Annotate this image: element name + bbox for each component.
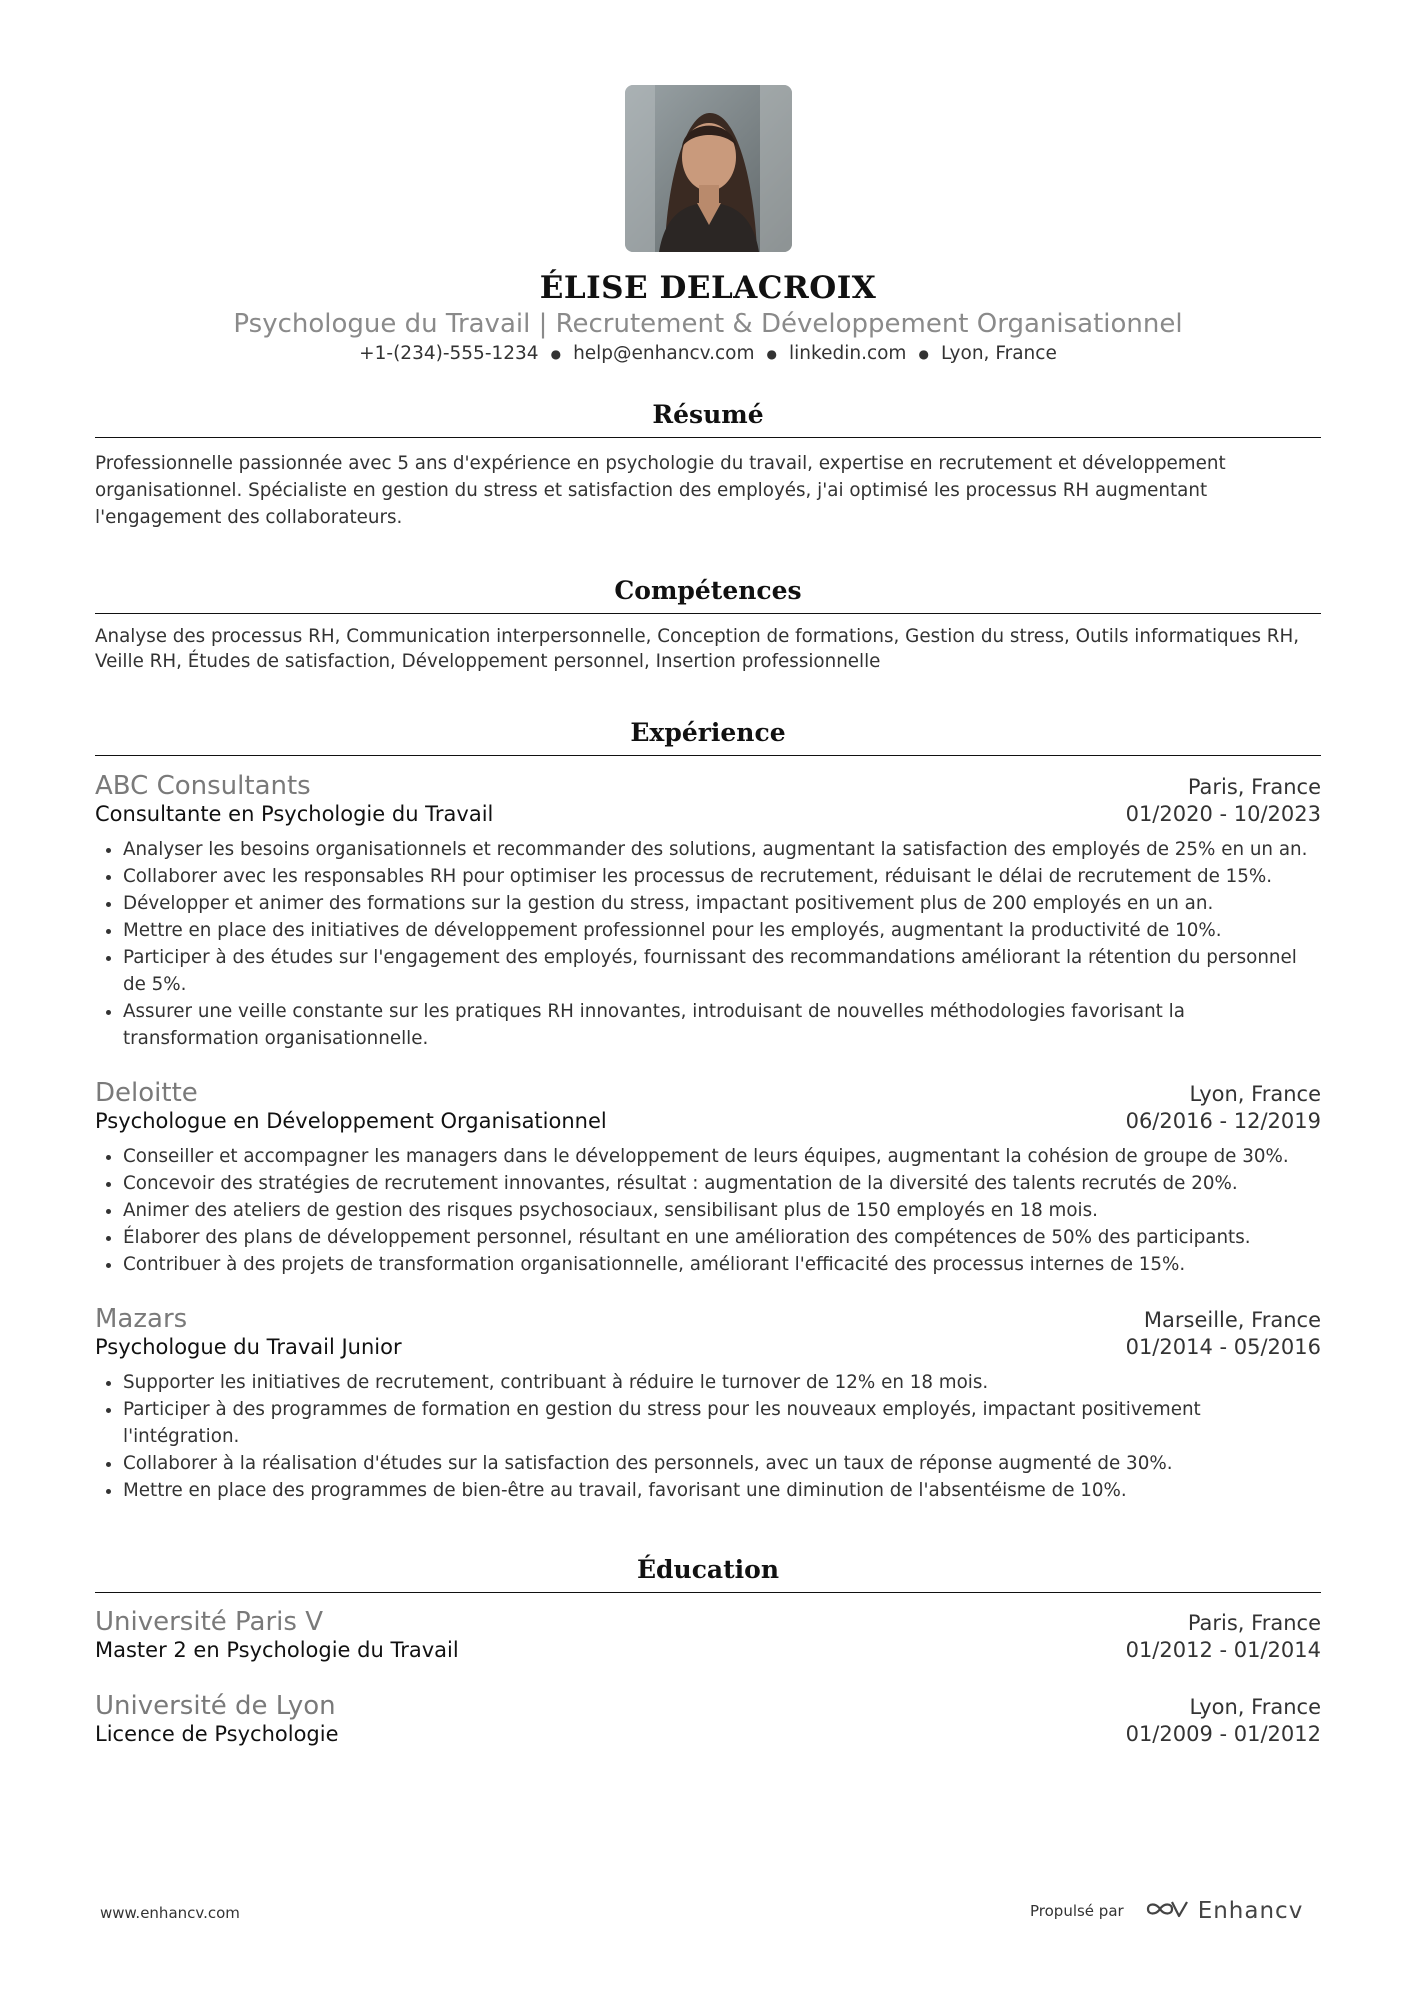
job-location: Lyon, France	[1189, 1082, 1321, 1106]
education-entry	[95, 1607, 1321, 1662]
job-bullet: • Animer des ateliers de gestion des risques psychosociaux, sensibilisant plus de 150 employés en 18 mois.	[123, 1197, 1321, 1224]
section-title-education: Éducation	[95, 1555, 1321, 1593]
summary-section	[95, 400, 1321, 531]
job-bullet: • Concevoir des stratégies de recrutement innovantes, résultat : augmentation de la diversité des talents recrutés de 20%.	[123, 1170, 1321, 1197]
section-title-experience: Expérience	[95, 718, 1321, 756]
candidate-headline: Psychologue du Travail | Recrutement & Développement Organisationnel	[233, 309, 1183, 339]
job-dates: 01/2014 - 05/2016	[1125, 1335, 1321, 1359]
job-bullet: • Collaborer avec les responsables RH pour optimiser les processus de recrutement, réduisant le délai de recrutement de 15%.	[123, 863, 1321, 890]
location-text: Lyon, France	[940, 343, 1057, 364]
profile-photo	[625, 85, 792, 252]
job-bullet: • Analyser les besoins organisationnels et recommander des solutions, augmentant la satisfaction des employés de 25% en un an.	[123, 836, 1321, 863]
job-entry	[95, 771, 1321, 1052]
job-entry	[95, 1304, 1321, 1504]
summary-text: Professionnelle passionnée avec 5 ans d'expérience en psychologie du travail, expertise en recrutement et développement organisationnel. Spécialiste en gestion du stress et satisfaction des employés, j'ai optimisé les processus RH augmentant l'engagement des collaborateurs.	[95, 453, 1226, 528]
school-name: Université de Lyon	[95, 1691, 336, 1721]
job-bullet: • Contribuer à des projets de transformation organisationnelle, améliorant l'efficacité des processus internes de 15%.	[123, 1251, 1321, 1278]
separator-dot: ●	[550, 347, 562, 361]
job-location: Marseille, France	[1143, 1308, 1321, 1332]
website-link[interactable]: www.enhancv.com	[100, 1904, 240, 1922]
job-title: Psychologue du Travail Junior	[95, 1335, 402, 1359]
job-entry	[95, 1078, 1321, 1278]
company-name: ABC Consultants	[95, 771, 311, 801]
enhancv-logo-icon[interactable]	[1144, 1897, 1190, 1925]
job-location: Paris, France	[1187, 775, 1321, 799]
education-section	[95, 1555, 1321, 1593]
job-bullet: • Supporter les initiatives de recrutement, contribuant à réduire le turnover de 12% en 18 mois.	[123, 1369, 1321, 1396]
job-bullet: • Mettre en place des initiatives de développement professionnel pour les employés, augmentant la productivité de 10%.	[123, 917, 1321, 944]
job-dates: 06/2016 - 12/2019	[1125, 1109, 1321, 1133]
job-bullet: • Conseiller et accompagner les managers dans le développement de leurs équipes, augmentant la cohésion de groupe de 30%.	[123, 1143, 1321, 1170]
school-name: Université Paris V	[95, 1607, 323, 1637]
degree-title: Master 2 en Psychologie du Travail	[95, 1638, 459, 1662]
job-bullets	[95, 1143, 1321, 1278]
phone-text: +1-(234)-555-1234	[359, 343, 539, 364]
school-location: Paris, France	[1187, 1611, 1321, 1635]
separator-dot: ●	[766, 347, 778, 361]
contact-line	[95, 343, 1321, 364]
job-title: Consultante en Psychologie du Travail	[95, 802, 494, 826]
section-title-summary: Résumé	[95, 400, 1321, 438]
job-bullets	[95, 1369, 1321, 1504]
job-bullet: • Assurer une veille constante sur les pratiques RH innovantes, introduisant de nouvelles méthodologies favorisant la transformation organisationnelle.	[123, 998, 1321, 1052]
school-location: Lyon, France	[1189, 1695, 1321, 1719]
skills-section	[95, 576, 1321, 674]
job-bullet: • Collaborer à la réalisation d'études sur la satisfaction des personnels, avec un taux de réponse augmenté de 30%.	[123, 1450, 1321, 1477]
job-bullet: • Participer à des programmes de formation en gestion du stress pour les nouveaux employés, impactant positivement l'intégration.	[123, 1396, 1321, 1450]
job-title: Psychologue en Développement Organisationnel	[95, 1109, 607, 1133]
separator-dot: ●	[918, 347, 929, 361]
experience-section	[95, 718, 1321, 756]
section-title-skills: Compétences	[95, 576, 1321, 614]
education-dates: 01/2009 - 01/2012	[1125, 1722, 1321, 1746]
job-bullets	[95, 836, 1321, 1052]
resume-header	[95, 85, 1321, 364]
education-dates: 01/2012 - 01/2014	[1125, 1638, 1321, 1662]
linkedin-text: linkedin.com	[789, 343, 907, 364]
powered-by	[1030, 1897, 1303, 1925]
education-entry	[95, 1691, 1321, 1746]
job-dates: 01/2020 - 10/2023	[1125, 802, 1321, 826]
candidate-name: ÉLISE DELACROIX	[539, 270, 877, 306]
job-bullet: • Développer et animer des formations sur la gestion du stress, impactant positivement plus de 200 employés en un an.	[123, 890, 1321, 917]
job-bullet: • Élaborer des plans de développement personnel, résultant en une amélioration des compétences de 50% des participants.	[123, 1224, 1321, 1251]
skills-text: Analyse des processus RH, Communication interpersonnelle, Conception de formations, Gestion du stress, Outils informatiques RH, Veille RH, Études de satisfaction, Développement personnel, Insertion professionnelle	[95, 626, 1300, 672]
job-bullet: • Mettre en place des programmes de bien-être au travail, favorisant une diminution de l'absentéisme de 10%.	[123, 1477, 1321, 1504]
powered-by-label: Propulsé par	[1030, 1902, 1124, 1920]
job-bullet: • Participer à des études sur l'engagement des employés, fournissant des recommandations améliorant la rétention du personnel de 5%.	[123, 944, 1321, 998]
degree-title: Licence de Psychologie	[95, 1722, 339, 1746]
company-name: Mazars	[95, 1304, 188, 1334]
company-name: Deloitte	[95, 1078, 198, 1108]
enhancv-brand-text[interactable]: Enhancv	[1197, 1898, 1304, 1924]
email-text: help@enhancv.com	[573, 343, 755, 364]
